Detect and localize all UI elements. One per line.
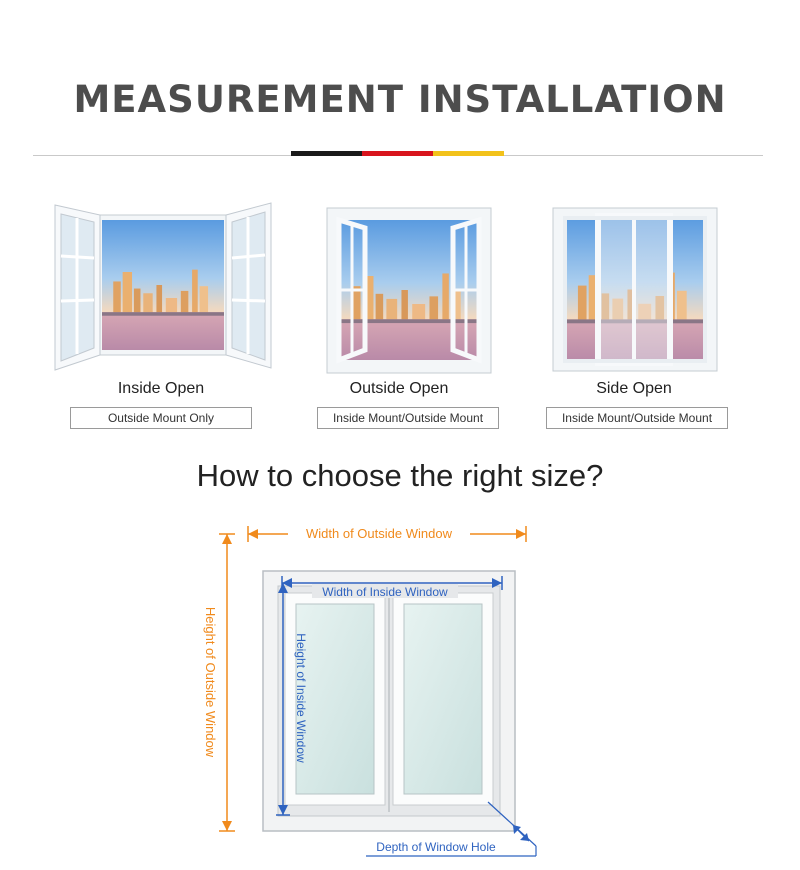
inside-open-mount-badge: Outside Mount Only: [70, 407, 252, 429]
side-open-label: Side Open: [596, 380, 672, 397]
right-glass: [404, 604, 482, 794]
outside-open-window-image: [283, 200, 515, 375]
page-title: MEASUREMENT INSTALLATION: [73, 78, 727, 121]
height-inside-label: Height of Inside Window: [294, 633, 308, 763]
window-type-side-open: [518, 200, 750, 440]
height-outside-arrow: [219, 534, 235, 831]
outside-open-label: Outside Open: [349, 380, 449, 397]
flag-stripe-yellow: [433, 151, 504, 156]
side-open-mount-badge: Inside Mount/Outside Mount: [546, 407, 728, 429]
inside-open-window-image: [45, 200, 277, 375]
window-type-outside-open: [283, 200, 515, 440]
width-outside-label: Width of Outside Window: [306, 526, 452, 541]
outside-open-mount-badge: Inside Mount/Outside Mount: [317, 407, 499, 429]
inside-open-label: Inside Open: [117, 380, 205, 397]
depth-label: Depth of Window Hole: [376, 840, 496, 854]
measurement-diagram: [190, 520, 610, 870]
flag-stripe-black: [291, 151, 362, 156]
window-type-inside-open: [45, 200, 277, 440]
flag-stripe-red: [362, 151, 433, 156]
height-outside-label: Height of Outside Window: [203, 606, 218, 758]
side-open-window-image: [518, 200, 750, 375]
size-guide-question: How to choose the right size?: [196, 458, 604, 493]
width-inside-label: Width of Inside Window: [322, 585, 448, 599]
